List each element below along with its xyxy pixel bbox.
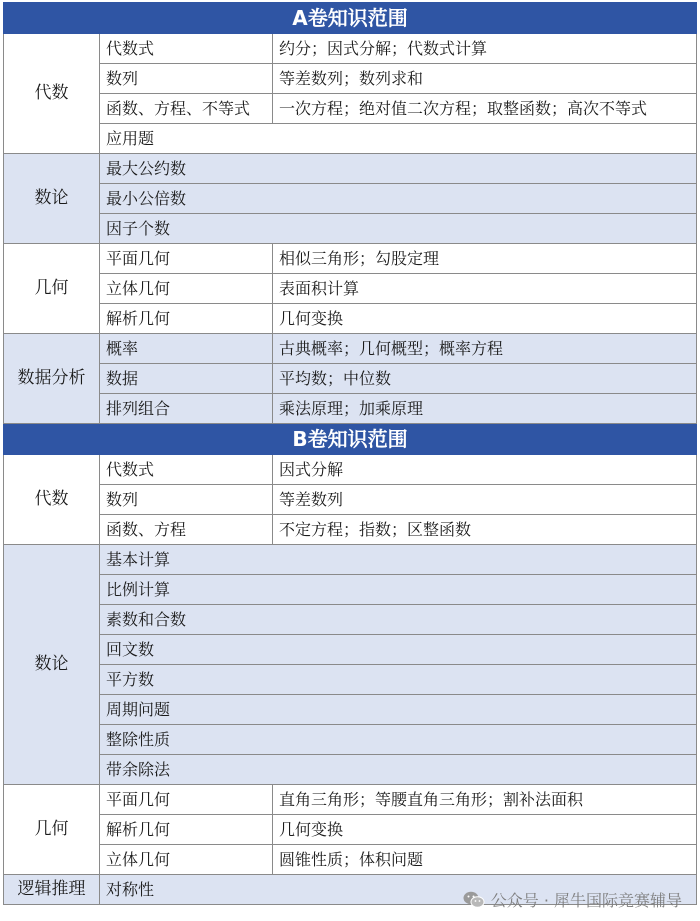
knowledge-scope-table xyxy=(3,2,697,905)
detail-cell: 平均数；中位数 xyxy=(273,364,697,394)
topic-cell: 代数式 xyxy=(100,34,273,64)
topic-cell: 比例计算 xyxy=(100,575,697,605)
category-cell: 几何 xyxy=(4,244,100,334)
topic-cell: 平方数 xyxy=(100,665,697,695)
table-row xyxy=(4,665,697,695)
table-row xyxy=(4,725,697,755)
topic-cell: 最小公倍数 xyxy=(100,184,697,214)
table-row xyxy=(4,154,697,184)
table-row xyxy=(4,124,697,154)
topic-cell: 周期问题 xyxy=(100,695,697,725)
category-cell: 数据分析 xyxy=(4,334,100,424)
topic-cell: 应用题 xyxy=(100,124,697,154)
table-row xyxy=(4,394,697,424)
category-cell: 数论 xyxy=(4,545,100,785)
table-row xyxy=(4,364,697,394)
topic-cell: 素数和合数 xyxy=(100,605,697,635)
topic-cell: 数列 xyxy=(100,485,273,515)
table-row xyxy=(4,214,697,244)
category-cell: 代数 xyxy=(4,34,100,154)
table-row xyxy=(4,304,697,334)
topic-cell: 立体几何 xyxy=(100,845,273,875)
detail-cell: 约分；因式分解；代数式计算 xyxy=(273,34,697,64)
topic-cell: 带余除法 xyxy=(100,755,697,785)
topic-cell: 代数式 xyxy=(100,455,273,485)
table-row xyxy=(4,184,697,214)
detail-cell: 直角三角形；等腰直角三角形；割补法面积 xyxy=(273,785,697,815)
table-row xyxy=(4,515,697,545)
detail-cell: 几何变换 xyxy=(273,304,697,334)
topic-cell: 最大公约数 xyxy=(100,154,697,184)
category-cell: 几何 xyxy=(4,785,100,875)
table-row xyxy=(4,605,697,635)
table-row xyxy=(4,815,697,845)
section-title: A卷知识范围 xyxy=(4,3,697,34)
category-cell: 逻辑推理 xyxy=(4,875,100,905)
table-row xyxy=(4,575,697,605)
wechat-icon xyxy=(463,891,485,909)
topic-cell: 整除性质 xyxy=(100,725,697,755)
detail-cell: 表面积计算 xyxy=(273,274,697,304)
topic-cell: 数据 xyxy=(100,364,273,394)
table-row xyxy=(4,274,697,304)
table-row xyxy=(4,695,697,725)
section-title: B卷知识范围 xyxy=(4,424,697,455)
table-row xyxy=(4,34,697,64)
topic-cell: 排列组合 xyxy=(100,394,273,424)
topic-cell: 解析几何 xyxy=(100,304,273,334)
detail-cell: 几何变换 xyxy=(273,815,697,845)
table-row xyxy=(4,755,697,785)
table-row xyxy=(4,485,697,515)
category-cell: 代数 xyxy=(4,455,100,545)
section-header-row xyxy=(4,424,697,455)
table-row xyxy=(4,545,697,575)
topic-cell: 平面几何 xyxy=(100,785,273,815)
detail-cell: 圆锥性质；体积问题 xyxy=(273,845,697,875)
table-row xyxy=(4,64,697,94)
table-row xyxy=(4,845,697,875)
topic-cell: 概率 xyxy=(100,334,273,364)
topic-cell: 数列 xyxy=(100,64,273,94)
topic-cell: 因子个数 xyxy=(100,214,697,244)
knowledge-scope-document xyxy=(3,2,696,905)
table-row xyxy=(4,334,697,364)
section-header-row xyxy=(4,3,697,34)
topic-cell: 函数、方程、不等式 xyxy=(100,94,273,124)
table-row xyxy=(4,455,697,485)
detail-cell: 古典概率；几何概型；概率方程 xyxy=(273,334,697,364)
watermark-text: 公众号 · 犀牛国际竞赛辅导 xyxy=(490,891,682,910)
table-row xyxy=(4,635,697,665)
table-row xyxy=(4,785,697,815)
detail-cell: 因式分解 xyxy=(273,455,697,485)
watermark xyxy=(463,888,682,911)
topic-cell: 基本计算 xyxy=(100,545,697,575)
table-row xyxy=(4,94,697,124)
topic-cell: 解析几何 xyxy=(100,815,273,845)
detail-cell: 相似三角形；勾股定理 xyxy=(273,244,697,274)
topic-cell: 平面几何 xyxy=(100,244,273,274)
table-row xyxy=(4,244,697,274)
topic-cell: 立体几何 xyxy=(100,274,273,304)
topic-cell: 对称性 xyxy=(100,875,697,905)
detail-cell: 不定方程；指数；区整函数 xyxy=(273,515,697,545)
table-body xyxy=(4,3,697,905)
category-cell: 数论 xyxy=(4,154,100,244)
topic-cell: 回文数 xyxy=(100,635,697,665)
detail-cell: 一次方程；绝对值二次方程；取整函数；高次不等式 xyxy=(273,94,697,124)
topic-cell: 函数、方程 xyxy=(100,515,273,545)
detail-cell: 等差数列 xyxy=(273,485,697,515)
detail-cell: 等差数列；数列求和 xyxy=(273,64,697,94)
detail-cell: 乘法原理；加乘原理 xyxy=(273,394,697,424)
